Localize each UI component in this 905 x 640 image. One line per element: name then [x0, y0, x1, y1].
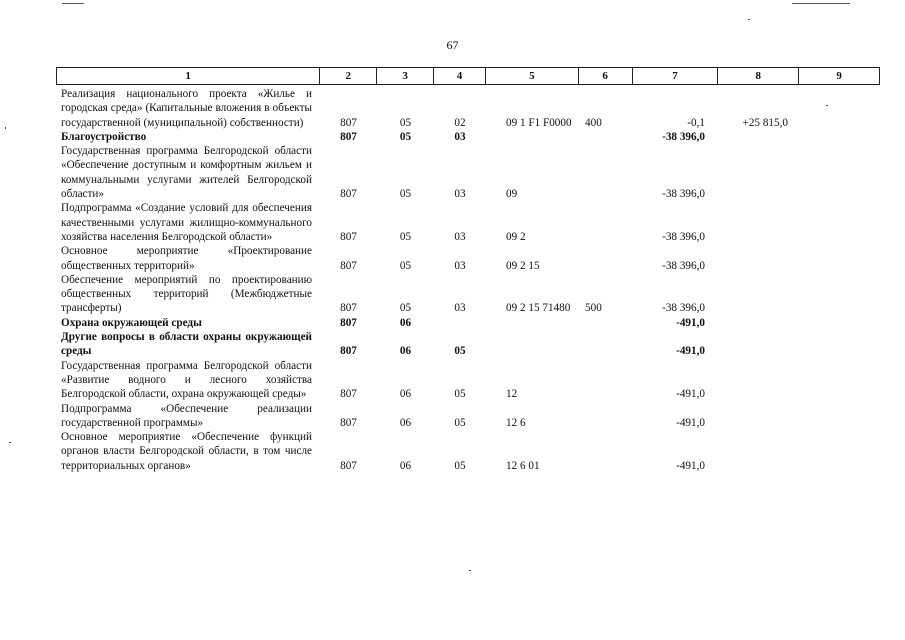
- table-row: [56, 201, 880, 244]
- scan-speck: [748, 19, 750, 20]
- row-code-admin: 807: [340, 259, 357, 272]
- row-code-admin: 807: [340, 302, 357, 315]
- scan-speck: [9, 442, 11, 443]
- header-cell-8: 8: [718, 68, 799, 84]
- row-code-subsection: 03: [454, 259, 466, 272]
- header-cell-5: 5: [486, 68, 579, 84]
- table-row: [56, 330, 880, 359]
- row-name: Основное мероприятие «Проектирование общественных территорий»: [61, 245, 312, 272]
- row-code-target: 09 1 F1 F0000: [506, 116, 572, 129]
- row-code-subsection: 03: [454, 230, 466, 243]
- header-cell-9: 9: [836, 70, 842, 82]
- page-number: 67: [446, 38, 459, 52]
- row-code-subsection: 03: [454, 302, 466, 315]
- header-cell-4: 4: [434, 68, 486, 84]
- row-code-subsection: 03: [454, 188, 466, 201]
- scan-speck: [826, 105, 828, 106]
- row-name: Основное мероприятие «Обеспечение функций органов власти Белгородской области, в том числе территориальных органов»: [61, 431, 312, 472]
- row-amount-2: +25 815,0: [742, 116, 788, 129]
- row-code-subsection: 05: [454, 416, 466, 429]
- row-code-target: 12 6: [506, 416, 526, 429]
- row-code-target: 12 6 01: [506, 459, 540, 472]
- row-name: Государственная программа Белгородской области «Обеспечение доступным и комфортным жильем и коммунальными услугами жителей Белгородской области»: [61, 145, 312, 201]
- row-amount: -38 396,0: [662, 259, 705, 272]
- row-code-admin: 807: [340, 388, 357, 401]
- row-name: Государственная программа Белгородской области «Развитие водного и лесного хозяйства Белгородской области, охрана окружающей среды»: [61, 359, 312, 401]
- row-code-target: 09 2 15: [506, 259, 540, 272]
- row-amount: -38 396,0: [662, 302, 705, 315]
- row-code-target: 09 2: [506, 230, 526, 243]
- row-amount: -491,0: [676, 388, 705, 401]
- row-code-admin: 807: [340, 230, 357, 243]
- row-code-admin: 807: [340, 188, 357, 201]
- table-row: [56, 144, 880, 201]
- row-name: Обеспечение мероприятий по проектированию общественных территорий (Межбюджетные трансферты): [61, 273, 312, 315]
- row-code-subsection: 05: [454, 388, 466, 401]
- row-code-section: 05: [399, 116, 412, 129]
- row-amount: -491,0: [676, 459, 705, 472]
- header-cell-1: 1: [57, 68, 320, 84]
- row-code-section: 05: [399, 130, 412, 143]
- row-code-section: 06: [399, 416, 412, 429]
- row-code-subsection: 05: [454, 459, 466, 472]
- row-code-section: 06: [399, 459, 412, 472]
- table-row: [56, 430, 880, 473]
- header-cell-7: 7: [633, 68, 719, 84]
- row-amount: -38 396,0: [662, 130, 705, 143]
- row-code-section: 06: [399, 316, 412, 329]
- row-code-admin: 807: [340, 116, 357, 129]
- scan-line-top-right: [792, 3, 850, 4]
- header-cell-2: 2: [320, 68, 377, 84]
- scan-line-top-left: [62, 3, 84, 4]
- row-name: Другие вопросы в области охраны окружающей среды: [61, 331, 312, 358]
- row-code-admin: 807: [340, 130, 357, 143]
- table-row: [56, 359, 880, 402]
- row-code-admin: 807: [340, 459, 357, 472]
- row-amount: -38 396,0: [662, 230, 705, 243]
- row-name: Благоустройство: [61, 130, 147, 143]
- row-amount: -0,1: [687, 116, 705, 129]
- table-header: [56, 67, 880, 85]
- row-code-section: 05: [399, 302, 412, 315]
- row-code-subsection: 05: [454, 345, 466, 358]
- row-name: Охрана окружающей среды: [61, 316, 202, 329]
- row-name: Подпрограмма «Обеспечение реализации государственной программы»: [61, 402, 312, 429]
- row-code-admin: 807: [340, 416, 357, 429]
- table-row: [56, 273, 880, 316]
- row-code-section: 05: [399, 230, 412, 243]
- row-amount: -491,0: [676, 416, 705, 429]
- row-code-expense: 500: [585, 302, 602, 315]
- table-row: [56, 316, 880, 330]
- table-row: [56, 130, 880, 144]
- table-row: [56, 244, 880, 273]
- table-body: [56, 87, 880, 473]
- header-cell-3: 3: [377, 68, 434, 84]
- scan-speck: [5, 127, 6, 129]
- scan-speck: [469, 570, 471, 571]
- row-amount: -38 396,0: [662, 188, 705, 201]
- row-name: Реализация национального проекта «Жилье и городская среда» (Капитальные вложения в объекты государственной (муниципальной) собственности): [61, 88, 312, 129]
- row-code-admin: 807: [340, 345, 357, 358]
- row-code-expense: 400: [585, 116, 602, 129]
- row-code-subsection: 02: [454, 116, 466, 129]
- row-code-target: 09 2 15 71480: [506, 302, 571, 315]
- row-code-section: 06: [399, 345, 412, 358]
- row-code-target: 09: [506, 188, 518, 201]
- table-row: [56, 402, 880, 431]
- table-row: [56, 87, 880, 130]
- row-code-target: 12: [506, 388, 518, 401]
- row-name: Подпрограмма «Создание условий для обеспечения качественными услугами жилищно-коммунального хозяйства населения Белгородской области»: [61, 202, 312, 243]
- row-amount: -491,0: [676, 316, 705, 329]
- row-amount: -491,0: [676, 345, 705, 358]
- row-code-section: 05: [399, 188, 412, 201]
- row-code-section: 06: [399, 388, 412, 401]
- row-code-subsection: 03: [454, 130, 466, 143]
- row-code-admin: 807: [340, 316, 357, 329]
- header-cell-6: 6: [579, 68, 633, 84]
- row-code-section: 05: [399, 259, 412, 272]
